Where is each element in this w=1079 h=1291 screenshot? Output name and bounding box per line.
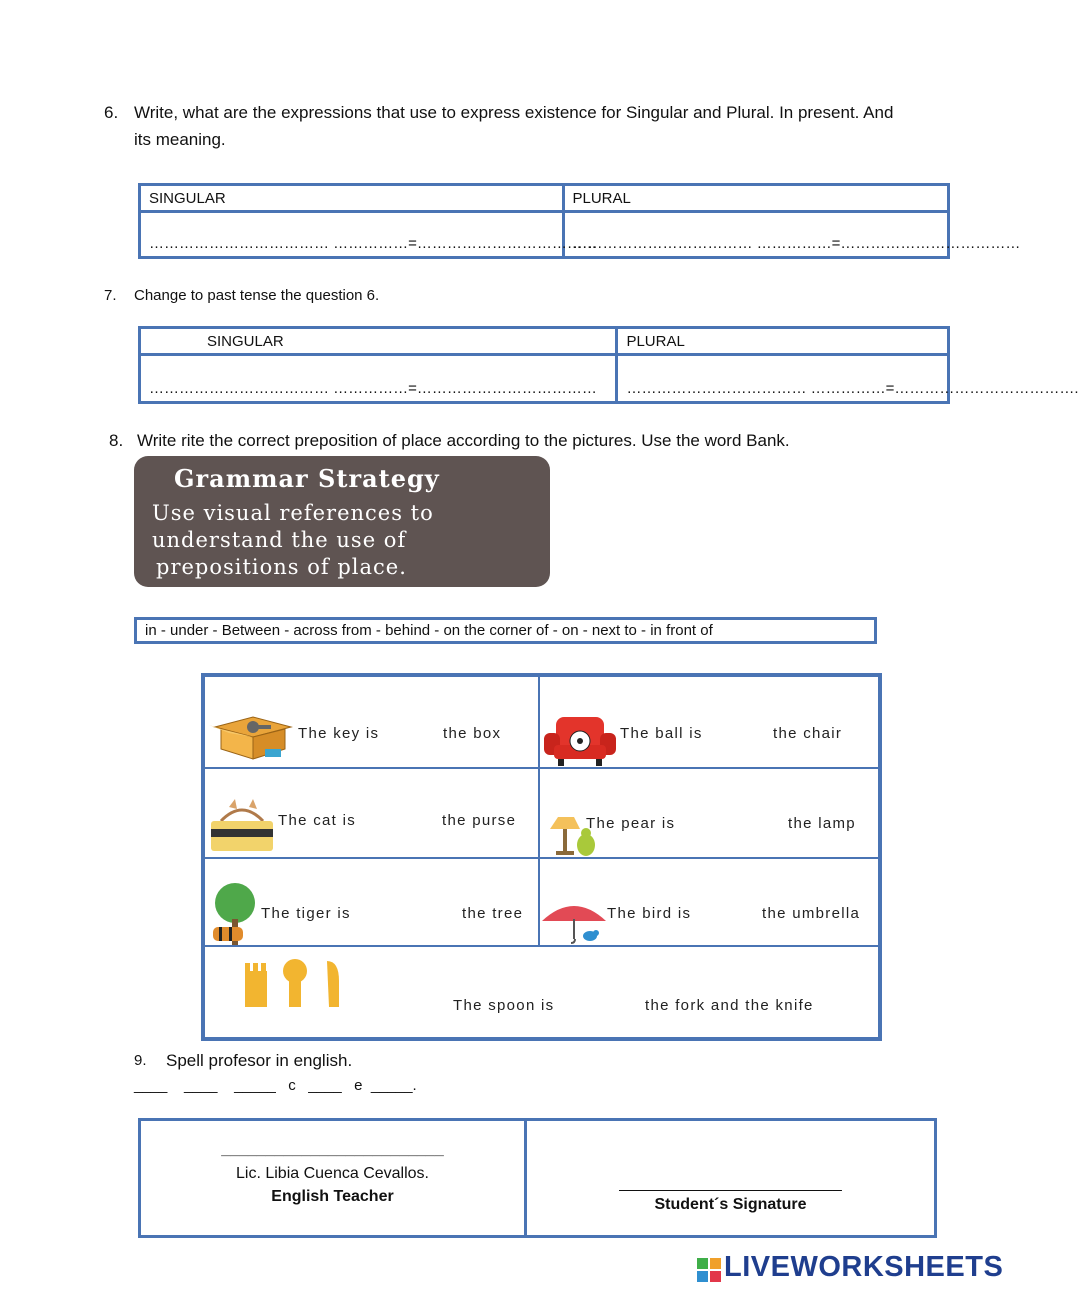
q6-plural-header: PLURAL (563, 185, 949, 212)
question-6-text-line2: its meaning. (134, 130, 226, 149)
strategy-title: Grammar Strategy (174, 464, 440, 493)
logo-mark-icon (697, 1258, 721, 1282)
q7-singular-answer[interactable]: ……………………………… ……………=……………………………… (140, 355, 617, 403)
picture-subject: The ball is (620, 725, 703, 742)
question-number: 6. (104, 103, 119, 122)
picture-subject: The tiger is (261, 905, 351, 922)
picture-cell (204, 858, 539, 946)
student-signature-line[interactable]: _________________________ (619, 1175, 842, 1192)
chair-ball-icon (542, 715, 620, 767)
q6-singular-header: SINGULAR (140, 185, 564, 212)
picture-object: the tree (462, 905, 524, 922)
q7-singular-header: SINGULAR (140, 328, 617, 355)
strategy-line: prepositions of place. (156, 555, 407, 579)
logo-text: LIVEWORKSHEETS (724, 1251, 1004, 1283)
picture-object: the purse (442, 812, 517, 829)
question-6 (104, 99, 118, 126)
question-9-number: 9. (134, 1052, 147, 1069)
strategy-body (152, 500, 434, 581)
question-8-text: Write rite the correct preposition of place according to the pictures. Use the word Bank. (137, 431, 790, 450)
picture-object: the umbrella (762, 905, 861, 922)
signature-box (138, 1118, 937, 1238)
picture-object: the chair (773, 725, 843, 742)
cat-purse-icon (207, 799, 277, 851)
q6-singular-answer[interactable]: ……………………………… ……………=……………………………… (140, 212, 564, 258)
question-8-number: 8. (109, 431, 124, 450)
question-7-number: 7. (104, 287, 117, 304)
teacher-name: Lic. Libia Cuenca Cevallos. (236, 1165, 429, 1182)
pictures-grid (201, 673, 882, 1041)
box-key-icon (209, 711, 297, 761)
picture-subject: The spoon is (453, 997, 555, 1014)
grammar-strategy-box (134, 456, 550, 587)
q6-answer-table (138, 183, 1021, 259)
picture-cell (539, 858, 879, 946)
q6-plural-answer[interactable]: ……………………………… ……………=……………………………… (563, 212, 949, 258)
word-bank: in - under - Between - across from - behind - on the corner of - on - next to - in front of (134, 617, 877, 644)
strategy-line: Use visual references to (152, 501, 434, 525)
question-6-text-line1: Write, what are the expressions that use to express existence for Singular and Plural. In present. And (134, 103, 894, 122)
picture-subject: The key is (298, 725, 380, 742)
cutlery-icon (241, 957, 345, 1009)
q7-answer-table (138, 326, 1079, 404)
teacher-signature-line: _________________________ (221, 1141, 444, 1158)
picture-cell (539, 768, 879, 858)
picture-subject: The pear is (586, 815, 676, 832)
picture-object: the lamp (788, 815, 856, 832)
spelling-blanks[interactable]: ____ ____ _____ c ____ e _____. (134, 1077, 417, 1094)
picture-object: the box (443, 725, 502, 742)
picture-subject: The bird is (607, 905, 692, 922)
picture-cell (204, 676, 539, 768)
student-role: Student´s Signature (654, 1196, 807, 1213)
q7-plural-answer[interactable]: ……………………………… ……………=………………………………. (617, 355, 949, 403)
picture-subject: The cat is (278, 812, 357, 829)
picture-cell (204, 946, 879, 1038)
q7-plural-header: PLURAL (617, 328, 949, 355)
picture-cell (204, 768, 539, 858)
strategy-line: understand the use of (152, 528, 407, 552)
picture-object: the fork and the knife (645, 997, 814, 1014)
picture-cell (539, 676, 879, 768)
tree-tiger-icon (207, 883, 261, 947)
question-7-text: Change to past tense the question 6. (134, 287, 380, 304)
question-9-text: Spell profesor in english. (166, 1051, 353, 1070)
teacher-role: English Teacher (271, 1188, 394, 1205)
umbrella-bird-icon (540, 903, 608, 945)
